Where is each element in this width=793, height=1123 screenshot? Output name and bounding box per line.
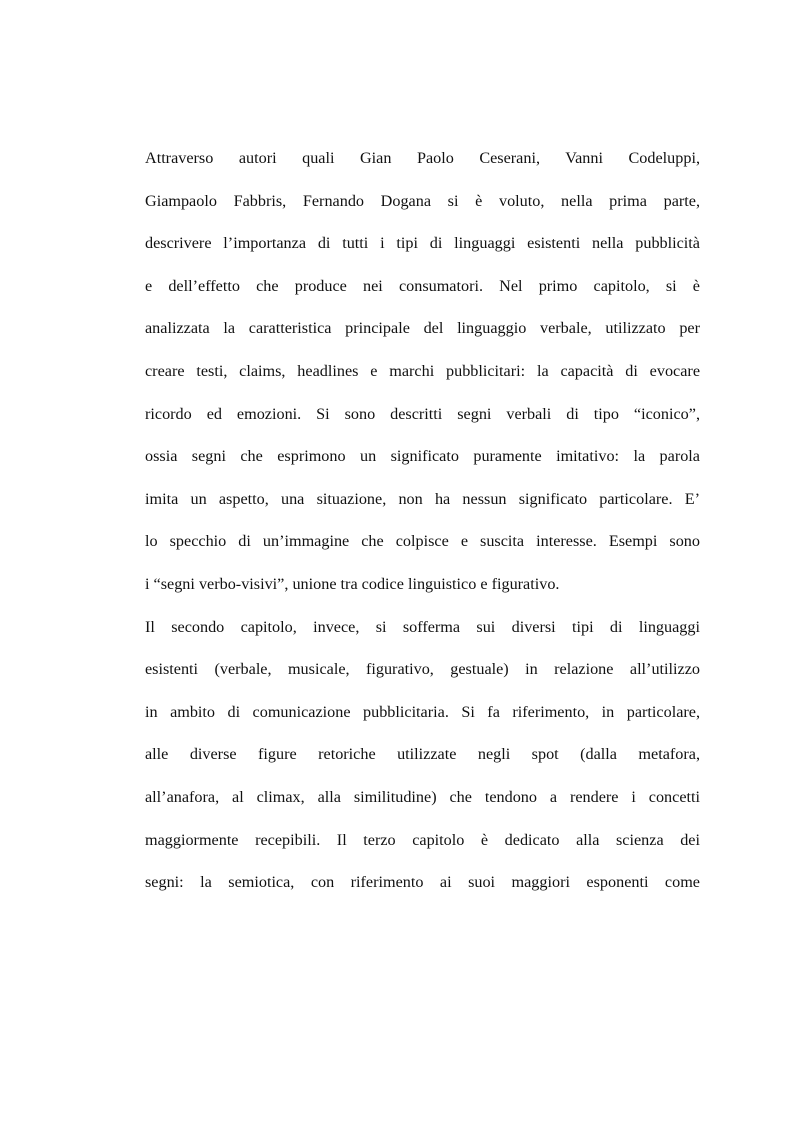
text-line: lo specchio di un’immagine che colpisce e suscita interesse. Esempi sono — [145, 532, 700, 551]
text-line: i “segni verbo-visivi”, unione tra codice linguistico e figurativo. — [145, 574, 560, 593]
text-line: creare testi, claims, headlines e marchi pubblicitari: la capacità di evocare — [145, 361, 700, 380]
text-line: ricordo ed emozioni. Si sono descritti segni verbali di tipo “iconico”, — [145, 404, 700, 423]
text-line: descrivere l’importanza di tutti i tipi di linguaggi esistenti nella pubblicità — [145, 234, 700, 253]
text-line: Attraverso autori quali Gian Paolo Ceserani, Vanni Codeluppi, — [145, 149, 700, 167]
text-line: maggiormente recepibili. Il terzo capitolo è dedicato alla scienza dei — [145, 830, 700, 849]
text-line: alle diverse figure retoriche utilizzate negli spot (dalla metafora, — [145, 745, 700, 764]
text-line: all’anafora, al climax, alla similitudine) che tendono a rendere i concetti — [145, 787, 700, 806]
text-line: segni: la semiotica, con riferimento ai suoi maggiori esponenti come — [145, 873, 700, 892]
text-line: Giampaolo Fabbris, Fernando Dogana si è voluto, nella prima parte, — [145, 191, 700, 210]
text-line: imita un aspetto, una situazione, non ha nessun significato particolare. E’ — [145, 489, 700, 508]
text-line: esistenti (verbale, musicale, figurativo, gestuale) in relazione all’utilizzo — [145, 660, 700, 679]
text-line: Il secondo capitolo, invece, si sofferma sui diversi tipi di linguaggi — [145, 617, 700, 636]
text-line: in ambito di comunicazione pubblicitaria. Si fa riferimento, in particolare, — [145, 702, 700, 721]
text-line: e dell’effetto che produce nei consumatori. Nel primo capitolo, si è — [145, 276, 700, 295]
body-text — [145, 148, 700, 893]
text-line: analizzata la caratteristica principale del linguaggio verbale, utilizzato per — [145, 319, 700, 338]
text-line: ossia segni che esprimono un significato puramente imitativo: la parola — [145, 447, 700, 466]
